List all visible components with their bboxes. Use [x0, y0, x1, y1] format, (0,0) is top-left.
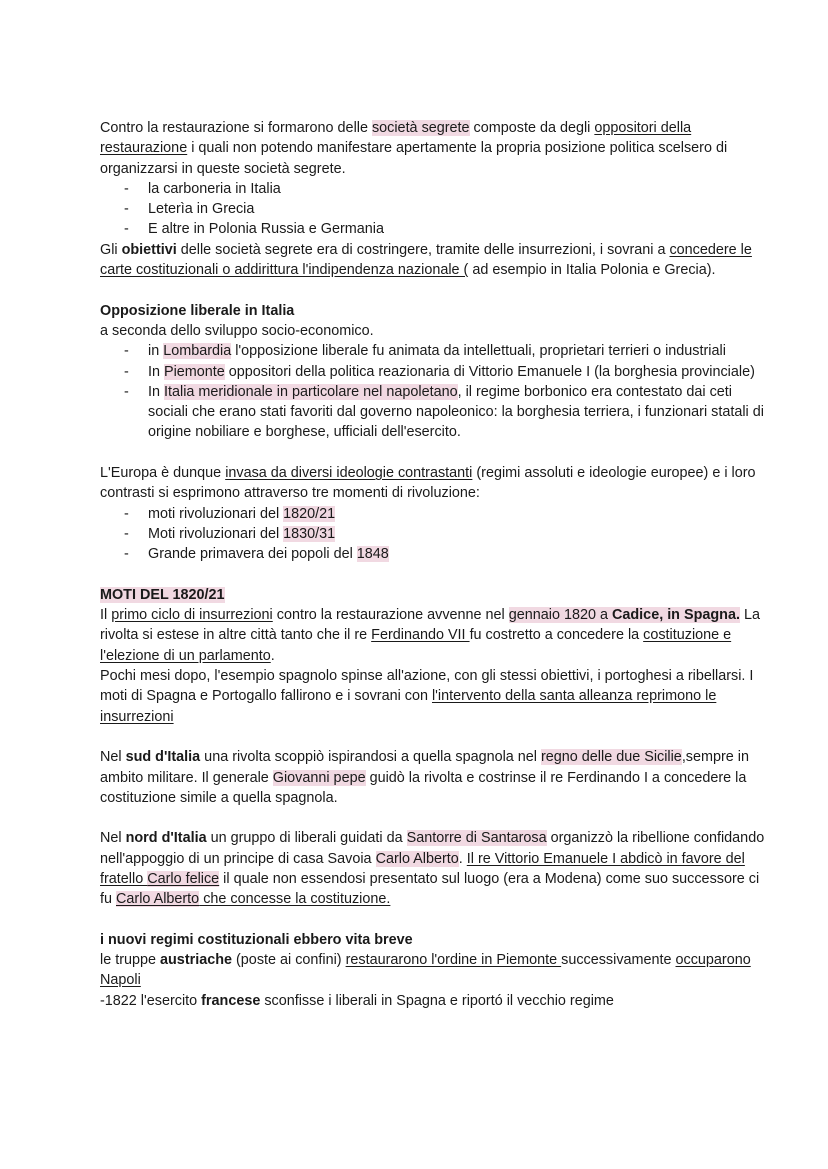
liberal-intro: a seconda dello sviluppo socio-economico. — [100, 322, 374, 339]
north-paragraph: Nel nord d'Italia un gruppo di liberali guidati da Santorre di Santarosa organizzò la ribellione confidando nell'appoggio di un principe di casa Savoia Carlo Alberto. Il re Vittorio Emanuele I abdicò in favore del fratello Carlo felice il quale non essendosi presentato sul luogo (era a Modena) come suo successore ci fu Carlo Alberto che concesse la costituzione. — [100, 830, 765, 908]
list-item: - Leterìa in Grecia — [100, 199, 768, 219]
revolutions-list — [100, 504, 768, 565]
moti-paragraph-1: Il primo ciclo di insurrezioni contro la restaurazione avvenne nel gennaio 1820 a Cadice, in Spagna. La rivolta si estese in altre città tanto che il re Ferdinando VII fu costretto a concedere la costituzione e l'elezione di un parlamento. — [100, 607, 760, 664]
liberal-list — [100, 341, 768, 442]
spacer — [100, 808, 768, 828]
europe-paragraph: L'Europa è dunque invasa da diversi ideologie contrastanti (regimi assoluti e ideologie europee) e i loro contrasti si esprimono attraverso tre momenti di rivoluzione: — [100, 465, 756, 502]
section-heading: i nuovi regimi costituzionali ebbero vita breve — [100, 931, 413, 948]
spacer — [100, 280, 768, 300]
spacer — [100, 910, 768, 930]
final-paragraph-2: -1822 l'esercito francese sconfisse i liberali in Spagna e riportó il vecchio regime — [100, 992, 614, 1009]
societies-list — [100, 179, 768, 240]
list-item: - Grande primavera dei popoli del 1848 — [100, 544, 768, 564]
list-item: - moti rivoluzionari del 1820/21 — [100, 504, 768, 524]
spacer — [100, 565, 768, 585]
list-item: - Moti rivoluzionari del 1830/31 — [100, 524, 768, 544]
section-heading: Opposizione liberale in Italia — [100, 302, 295, 319]
final-paragraph-1: le truppe austriache (poste ai confini) restaurarono l'ordine in Piemonte successivamente occuparono Napoli — [100, 952, 751, 989]
list-item: - In Piemonte oppositori della politica reazionaria di Vittorio Emanuele I (la borghesia provinciale) — [100, 362, 768, 382]
list-item: - E altre in Polonia Russia e Germania — [100, 219, 768, 239]
list-item: - In Italia meridionale in particolare nel napoletano, il regime borbonico era contestato dai ceti sociali che erano stati favoriti dal governo napoleonico: la borghesia terriera, i funzionari statali di origine nobiliare e borghese, ufficiali dell'esercito. — [100, 382, 768, 443]
spacer — [100, 727, 768, 747]
south-paragraph: Nel sud d'Italia una rivolta scoppiò ispirandosi a quella spagnola nel regno delle due Sicilie,sempre in ambito militare. Il generale Giovanni pepe guidò la rivolta e costrinse il re Ferdinando I a concedere la costituzione simile a quella spagnola. — [100, 749, 749, 806]
list-item: - la carboneria in Italia — [100, 179, 768, 199]
moti-paragraph-2: Pochi mesi dopo, l'esempio spagnolo spinse all'azione, con gli stessi obiettivi, i portoghesi a ribellarsi. I moti di Spagna e Portogallo fallirono e i sovrani con l'intervento della santa alleanza reprimono le insurrezioni — [100, 668, 754, 725]
underline: oppositori della restaurazione — [100, 120, 692, 157]
highlight: società segrete — [371, 120, 470, 136]
intro-paragraph: Contro la restaurazione si formarono delle società segrete composte da degli oppositori della restaurazione i quali non potendo manifestare apertamente la propria posizione politica scelsero di organizzarsi in queste società segrete. — [100, 120, 728, 177]
objectives-paragraph: Gli obiettivi delle società segrete era di costringere, tramite delle insurrezioni, i sovrani a concedere le carte costituzionali o addirittura l'indipendenza nazionale ( ad esempio in Italia Polonia e Grecia). — [100, 241, 752, 279]
spacer — [100, 443, 768, 463]
section-heading: MOTI DEL 1820/21 — [100, 586, 225, 603]
list-item: - in Lombardia l'opposizione liberale fu animata da intellettuali, proprietari terrieri o industriali — [100, 341, 768, 361]
